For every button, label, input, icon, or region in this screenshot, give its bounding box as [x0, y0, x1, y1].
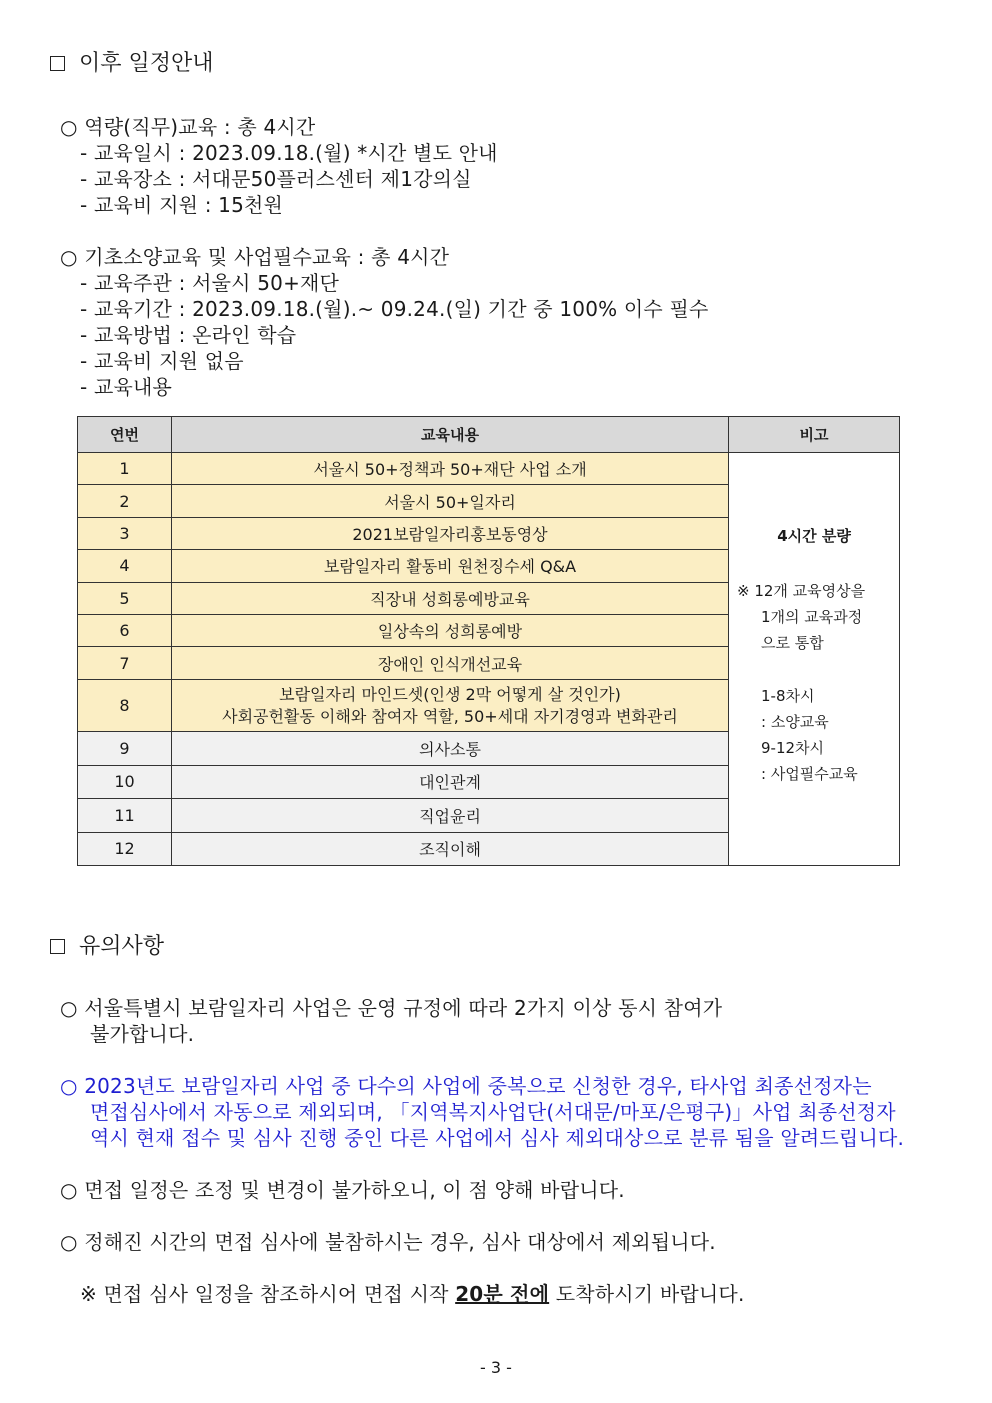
row-no: 7 — [78, 647, 172, 679]
row-content: 일상속의 성희롱예방 — [172, 614, 729, 646]
notice-5-post: 도착하시기 바랍니다. — [549, 1282, 745, 1306]
row-no: 12 — [78, 832, 172, 865]
row-no: 11 — [78, 799, 172, 832]
row-content — [172, 679, 729, 732]
note-line: 1-8차시 — [761, 687, 815, 705]
header-content: 교육내용 — [172, 417, 729, 453]
row-content: 대인관계 — [172, 765, 729, 798]
note-line: ※ 12개 교육영상을 — [737, 582, 866, 600]
item2-line: - 교육기간 : 2023.09.18.(월).~ 09.24.(일) 기간 중 100% 이수 필수 — [80, 297, 709, 321]
note-line: 1개의 교육과정 — [761, 608, 863, 626]
notice-2-line2: 면접심사에서 자동으로 제외되며, 「지역복지사업단(서대문/마포/은평구)」사업 최종선정자 — [90, 1100, 896, 1124]
notice-2-line1: ○ 2023년도 보람일자리 사업 중 다수의 사업에 중복으로 신청한 경우, 타사업 최종선정자는 — [60, 1074, 872, 1098]
row-no: 9 — [78, 732, 172, 765]
row-no: 3 — [78, 517, 172, 549]
notice-3: ○ 면접 일정은 조정 및 변경이 불가하오니, 이 점 양해 바랍니다. — [60, 1178, 625, 1202]
row-no: 6 — [78, 614, 172, 646]
notice-5-pre: ※ 면접 심사 일정을 참조하시어 면접 시작 — [80, 1282, 456, 1306]
row-content: 조직이해 — [172, 832, 729, 865]
header-no: 연번 — [78, 417, 172, 453]
section-title-notes — [50, 929, 164, 960]
checkbox-square-icon — [50, 939, 65, 954]
row-content: 의사소통 — [172, 732, 729, 765]
row-no: 1 — [78, 453, 172, 485]
row-content: 직장내 성희롱예방교육 — [172, 582, 729, 614]
table-header-row — [78, 417, 900, 453]
row-no: 8 — [78, 679, 172, 732]
row-content: 보람일자리 활동비 원천징수세 Q&A — [172, 550, 729, 582]
row-content: 서울시 50+일자리 — [172, 485, 729, 517]
item1-head: ○ 역량(직무)교육 : 총 4시간 — [60, 115, 316, 139]
item1-line: - 교육일시 : 2023.09.18.(월) *시간 별도 안내 — [80, 141, 498, 165]
row-content: 직업윤리 — [172, 799, 729, 832]
table-row — [78, 453, 900, 485]
notice-5-emphasis: 20분 전에 — [455, 1282, 550, 1306]
notice-4: ○ 정해진 시간의 면접 심사에 불참하시는 경우, 심사 대상에서 제외됩니다. — [60, 1230, 716, 1254]
section-title-text: 이후 일정안내 — [79, 51, 214, 76]
notice-5 — [80, 1278, 745, 1307]
page-number: - 3 - — [480, 1358, 512, 1377]
item1-line: - 교육장소 : 서대문50플러스센터 제1강의실 — [80, 167, 472, 191]
curriculum-table — [77, 416, 900, 866]
row-content: 서울시 50+정책과 50+재단 사업 소개 — [172, 453, 729, 485]
item1-line: - 교육비 지원 : 15천원 — [80, 193, 284, 217]
row-no: 4 — [78, 550, 172, 582]
item2-line: - 교육방법 : 온라인 학습 — [80, 323, 297, 347]
notice-1-line2: 불가합니다. — [90, 1022, 195, 1046]
row-no: 5 — [78, 582, 172, 614]
item2-line: - 교육비 지원 없음 — [80, 349, 244, 373]
notice-1-line1: ○ 서울특별시 보람일자리 사업은 운영 규정에 따라 2가지 이상 동시 참여가 — [60, 996, 723, 1020]
note-cell — [729, 453, 900, 866]
item2-head: ○ 기초소양교육 및 사업필수교육 : 총 4시간 — [60, 245, 450, 269]
note-line: : 사업필수교육 — [761, 765, 858, 783]
section-title-text: 유의사항 — [79, 934, 165, 959]
note-line: 으로 통합 — [761, 634, 824, 652]
row-content-line1: 보람일자리 마인드셋(인생 2막 어떻게 살 것인가) — [279, 684, 621, 704]
row-content: 2021보람일자리홍보동영상 — [172, 517, 729, 549]
row-no: 2 — [78, 485, 172, 517]
note-bold: 4시간 분량 — [777, 527, 851, 545]
row-content-line2: 사회공헌활동 이해와 참여자 역할, 50+세대 자기경영과 변화관리 — [222, 706, 678, 726]
note-line: : 소양교육 — [761, 713, 829, 731]
section-title-schedule — [50, 46, 214, 77]
item2-line: - 교육내용 — [80, 375, 173, 399]
checkbox-square-icon — [50, 56, 65, 71]
note-line: 9-12차시 — [761, 739, 825, 757]
header-note: 비고 — [729, 417, 900, 453]
item2-line: - 교육주관 : 서울시 50+재단 — [80, 271, 340, 295]
notice-2-line3: 역시 현재 접수 및 심사 진행 중인 다른 사업에서 심사 제외대상으로 분류 됨을 알려드립니다. — [90, 1126, 905, 1150]
row-content: 장애인 인식개선교육 — [172, 647, 729, 679]
row-no: 10 — [78, 765, 172, 798]
